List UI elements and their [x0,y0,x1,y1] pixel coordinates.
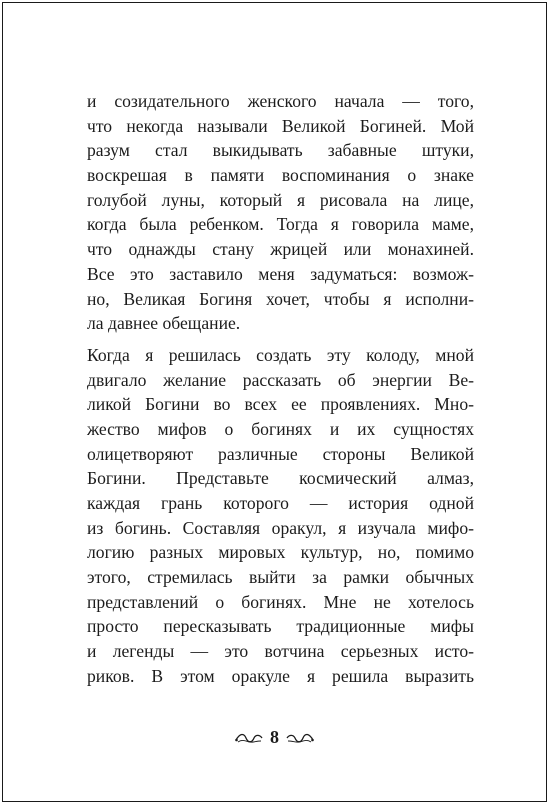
paragraph-1 [87,89,474,336]
text-line: из богинь. Составляя оракул, я изучала мифо- [87,517,474,538]
text-line: разум стал выкидывать забавные штуки, [87,140,474,161]
text-line: и созидательного женского начала — того, [87,91,474,111]
text-line: ла давнее обещание. [87,313,241,334]
text-line: просто пересказывать традиционные мифы [87,616,474,637]
text-line: но, Великая Богиня хочет, чтобы я исполни- [87,288,474,309]
text-line: Все это заставило меня задуматься: возмож- [87,263,474,284]
book-page [2,2,547,802]
text-line: и легенды — это вотчина серьезных исто- [87,641,474,662]
text-line: жество мифов о богинях и их сущностях [87,418,474,439]
text-line: логию разных мировых культур, но, помимо [87,542,474,563]
paragraph-2 [87,343,474,689]
text-line: риков. В этом оракуле я решила выразить [87,665,474,686]
text-line: воскрешая в памяти воспоминания о знаке [87,165,474,186]
page-number: 8 [270,727,279,747]
page-footer [3,727,546,750]
text-line: что некогда называли Великой Богиней. Мой [87,115,474,136]
text-line: ликой Богини во всех ее проявлениях. Мно- [87,394,474,415]
text-line: что однажды стану жрицей или монахиней. [87,239,474,260]
text-line: когда была ребенком. Тогда я говорила маме, [87,214,474,235]
text-line: голубой луны, который я рисовала на лице, [87,189,474,210]
text-line: двигало желание рассказать об энергии Ве- [87,369,474,390]
text-line: Когда я решилась создать эту колоду, мной [87,344,474,365]
text-line: представлений о богинях. Мне не хотелось [87,591,474,612]
text-line: каждая грань которого — история одной [87,493,474,513]
body-text [87,89,474,689]
flourish-right-icon [285,731,315,745]
paragraph-gap [87,336,474,343]
text-line: олицетворяют различные стороны Великой [87,443,474,464]
text-line: Богини. Представьте космический алмаз, [87,468,474,489]
flourish-left-icon [234,731,264,745]
text-line: этого, стремилась выйти за рамки обычных [87,567,474,588]
